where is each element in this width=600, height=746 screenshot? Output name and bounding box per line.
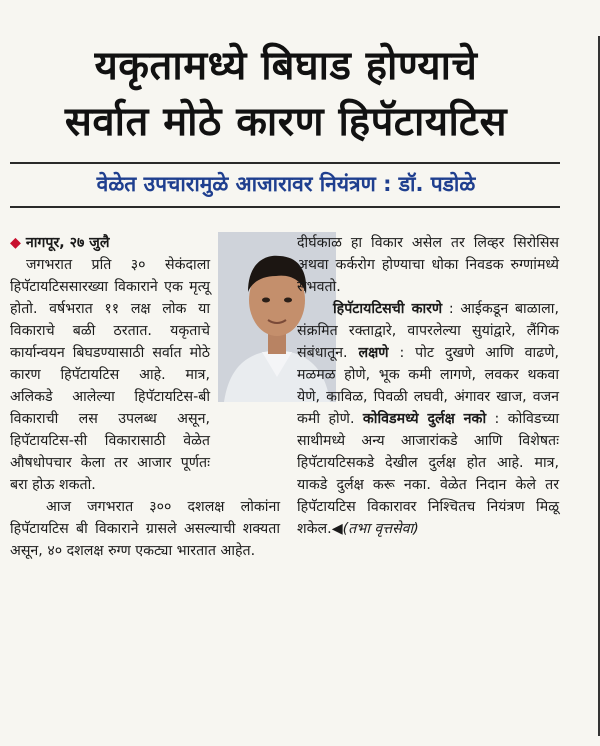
- diamond-bullet-icon: ◆: [10, 235, 21, 251]
- lead-paragraph: जगभरात प्रति ३० सेकंदाला हिपॅटायटिससारख्या विकाराने एक मृत्यू होतो. वर्षभरात ११ लक्ष लोक या विकाराचे बळी ठरतात. यकृताचे कार्यान्वयन बिघडण्यासाठी सर्वात मोठे कारण हिपॅटायटिस आहे. मात्र, अलिकडे आलेल्या हिपॅटायटिस-बी विकाराची लस उपलब्ध असून, हिपॅटायटिस-सी विकारासाठी वेळेत औषधोपचार केला तर आजार पूर्णतः बरा होऊ शकतो.: [10, 257, 210, 493]
- subheadline: वेळेत उपचारामुळे आजारावर नियंत्रण : डॉ. पडोळे: [96, 172, 476, 196]
- column-right: [297, 232, 559, 540]
- end-mark-icon: ◀: [331, 521, 343, 537]
- heading-causes: हिपॅटायटिसची कारणे: [333, 301, 443, 317]
- dateline: ◆ नागपूर, २७ जुलै: [10, 235, 110, 251]
- paragraph-2: आज जगभरात ३०० दशलक्ष लोकांना हिपॅटायटिस बी विकाराने ग्रासले असल्याची शक्यता असून, ४० दशलक्ष रुग्ण एकट्या भारतात आहेत.: [10, 499, 280, 559]
- heading-covid: कोविडमध्ये दुर्लक्ष नको: [362, 411, 487, 427]
- divider-top: [10, 162, 560, 164]
- covid-text: : कोविडच्या साथीमध्ये अन्य आजारांकडे आणि विशेषतः हिपॅटायटिसकडे देखील दुर्लक्ष होत आहे. मात्र, याकडे दुर्लक्ष करू नका. वेळेत निदान केले तर हिपॅटायटिस विकारावर निश्चितच नियंत्रण मिळू शकेल.: [297, 411, 559, 537]
- column-left: [10, 232, 280, 562]
- headline-line-1: यकृतामध्ये बिघाड होण्याचे: [94, 43, 478, 89]
- divider-bottom: [10, 206, 560, 208]
- paragraph-1: दीर्घकाळ हा विकार असेल तर लिव्हर सिरोसिस अथवा कर्करोग होण्याचा धोका निवडक रुग्णांमध्ये संभवतो.: [297, 235, 559, 295]
- headline: [0, 38, 572, 150]
- news-credit: (तभा वृत्तसेवा): [342, 521, 419, 537]
- causes-text: : आईकडून बाळाला, संक्रमित रक्ताद्वारे, वापरलेल्या सुयांद्वारे, लैंगिक संबंधातून.: [297, 301, 559, 361]
- symptoms-text: : पोट दुखणे आणि वाढणे, मळमळ होणे, भूक कमी लागणे, लवकर थकवा येणे, काविळ, पिवळी लघवी, अंगावर खाज, वजन कमी होणे.: [297, 345, 559, 427]
- headline-line-2: सर्वात मोठे कारण हिपॅटायटिस: [64, 99, 508, 145]
- heading-symptoms: लक्षणे: [358, 345, 389, 361]
